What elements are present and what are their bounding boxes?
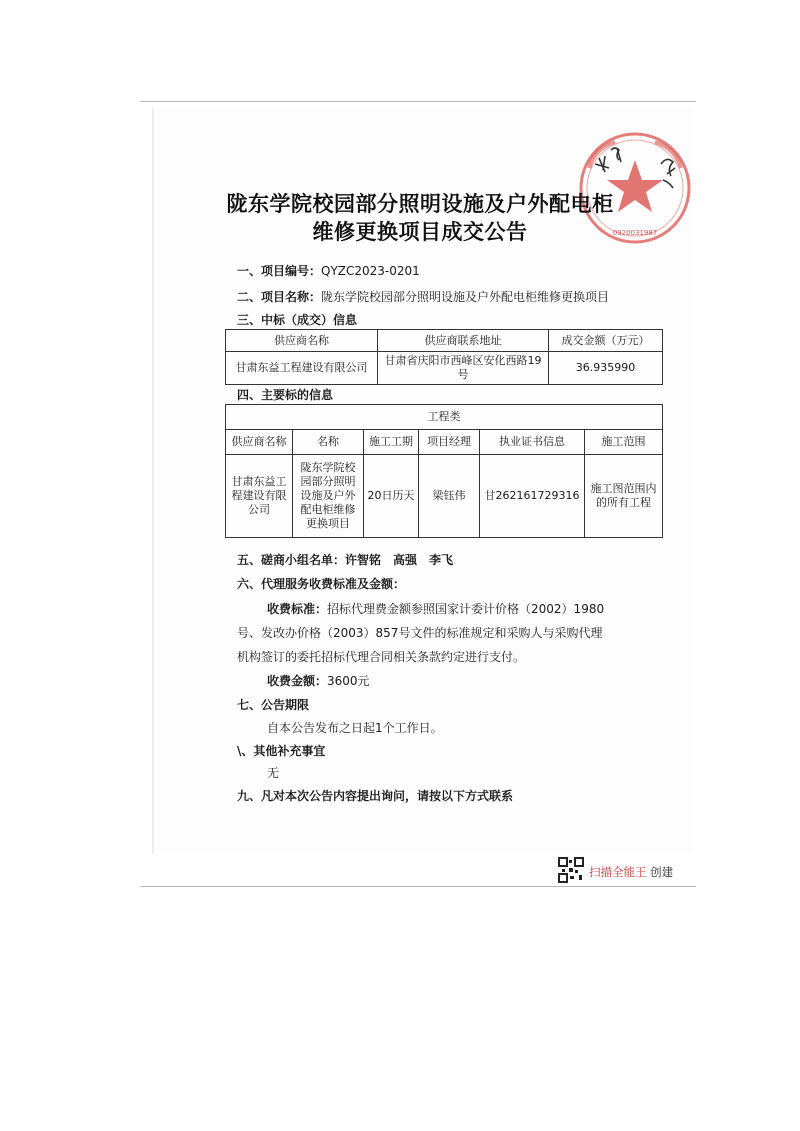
fee-amount-row (267, 672, 370, 689)
page-title-line2: 维修更换项目成交公告 (312, 220, 528, 244)
other-matters-heading: \、其他补充事宜 (237, 744, 326, 758)
table-category-row (226, 405, 663, 430)
qr-code-icon (558, 857, 584, 883)
fee-standard-line1: 招标代理费金额参照国家计委计价格（2002）1980 (327, 602, 605, 616)
fee-standard-label: 收费标准： (267, 602, 328, 616)
page-top-rule (140, 101, 696, 102)
footer-brand-name: 扫描全能王 (589, 865, 647, 879)
panel-members-value: 许智铭 高强 李飞 (345, 553, 454, 567)
table-row (226, 455, 663, 538)
panel-members-label: 五、磋商小组名单： (237, 553, 346, 567)
header-amount: 成交金额（万元） (549, 330, 663, 352)
header-scope: 施工范围 (585, 430, 663, 455)
cell-supplier-name: 甘肃东益工程建设有限公司 (226, 352, 378, 385)
panel-members-row (237, 551, 453, 568)
page-title-line1: 陇东学院校园部分照明设施及户外配电柜 (226, 192, 614, 216)
cell-amount: 36.935990 (549, 352, 663, 385)
header-license: 执业证书信息 (480, 430, 585, 455)
fee-standard-line3: 机构签订的委托招标代理合同相关条款约定进行支付。 (237, 650, 526, 664)
header-supplier: 供应商名称 (226, 430, 293, 455)
notice-period-heading: 七、公告期限 (237, 698, 310, 712)
fee-standard-line2: 号、发改办价格（2003）857号文件的标准规定和采购人与采购代理 (237, 626, 603, 640)
cell-license: 甘262161729316 (480, 455, 585, 538)
cell-duration: 20日历天 (364, 455, 419, 538)
winning-bid-table (225, 329, 663, 385)
header-duration: 施工工期 (364, 430, 419, 455)
project-number-row (237, 262, 420, 279)
project-number-value: QYZC2023-0201 (321, 264, 420, 278)
project-name-row (237, 288, 609, 305)
cell-scope: 施工图范围内的所有工程 (585, 455, 663, 538)
header-manager: 项目经理 (419, 430, 480, 455)
header-supplier-address: 供应商联系地址 (378, 330, 549, 352)
table-header-row (226, 330, 663, 352)
table-header-row (226, 430, 663, 455)
cell-supplier-address: 甘肃省庆阳市西峰区安化西路19号 (378, 352, 549, 385)
project-name-value: 陇东学院校园部分照明设施及户外配电柜维修更换项目 (321, 290, 610, 304)
table-row (226, 352, 663, 385)
other-matters-value: 无 (267, 766, 280, 780)
winning-bid-heading: 三、中标（成交）信息 (237, 313, 358, 327)
main-subject-table (225, 404, 663, 538)
fee-amount-value: 3600元 (327, 674, 370, 688)
footer-brand-suffix: 创建 (650, 865, 674, 879)
category-cell: 工程类 (226, 405, 663, 430)
fee-amount-label: 收费金额： (267, 674, 328, 688)
header-supplier-name: 供应商名称 (226, 330, 378, 352)
page-bottom-rule (140, 886, 696, 887)
cell-supplier: 甘肃东益工程建设有限公司 (226, 455, 293, 538)
cell-manager: 梁钰伟 (419, 455, 480, 538)
notice-period-value: 自本公告发布之日起1个工作日。 (267, 721, 443, 735)
project-number-label: 一、项目编号： (237, 264, 322, 278)
seal-serial: 0920031987 (612, 229, 658, 237)
footer-watermark (589, 864, 673, 880)
inquiry-heading: 九、凡对本次公告内容提出询问，请按以下方式联系 (237, 789, 514, 803)
fee-standard-row (267, 600, 604, 617)
cell-name: 陇东学院校园部分照明设施及户外配电柜维修更换项目 (293, 455, 364, 538)
agency-fee-heading: 六、代理服务收费标准及金额： (237, 577, 406, 591)
project-name-label: 二、项目名称： (237, 290, 322, 304)
header-name: 名称 (293, 430, 364, 455)
main-subject-heading: 四、主要标的信息 (237, 388, 334, 402)
